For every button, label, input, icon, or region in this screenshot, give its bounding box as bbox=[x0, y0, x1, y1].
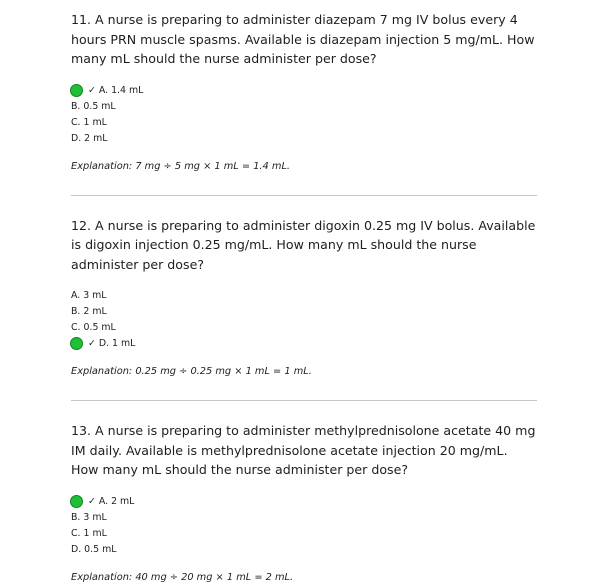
option-b[interactable] bbox=[71, 304, 537, 320]
divider bbox=[71, 195, 537, 196]
option-a[interactable] bbox=[71, 494, 537, 510]
correct-indicator-icon bbox=[70, 337, 83, 350]
question-11 bbox=[71, 10, 537, 175]
correct-indicator-icon bbox=[70, 495, 83, 508]
option-label: D. 1 mL bbox=[98, 338, 136, 349]
answer-options bbox=[71, 83, 537, 147]
option-d[interactable] bbox=[71, 131, 537, 147]
option-label: A. 2 mL bbox=[98, 495, 135, 507]
option-c[interactable] bbox=[71, 320, 537, 336]
checkmark-icon: ✓ bbox=[88, 495, 96, 507]
explanation: Explanation: 7 mg ÷ 5 mg × 1 mL = 1.4 mL. bbox=[71, 160, 291, 172]
explanation: Explanation: 0.25 mg ÷ 0.25 mg × 1 mL = 1 mL. bbox=[71, 366, 312, 377]
option-label: B. 3 mL bbox=[71, 511, 107, 523]
option-label: A. 3 mL bbox=[71, 290, 107, 301]
option-c[interactable] bbox=[71, 526, 537, 542]
checkmark-icon: ✓ bbox=[88, 338, 96, 349]
checkmark-icon: ✓ bbox=[88, 84, 96, 96]
question-text: 12. A nurse is preparing to administer digoxin 0.25 mg IV bolus. Available is digoxin injection 0.25 mg/mL. How many mL should the nurse administer per dose? bbox=[71, 217, 536, 272]
option-label: B. 2 mL bbox=[71, 306, 107, 317]
option-b[interactable] bbox=[71, 510, 537, 526]
option-label: C. 1 mL bbox=[71, 527, 107, 539]
option-label: D. 0.5 mL bbox=[71, 543, 117, 555]
answer-options bbox=[71, 288, 537, 352]
correct-indicator-icon bbox=[70, 84, 83, 97]
option-label: D. 2 mL bbox=[71, 132, 108, 144]
option-b[interactable] bbox=[71, 99, 537, 115]
question-text: 11. A nurse is preparing to administer diazepam 7 mg IV bolus every 4 hours PRN muscle spasms. Available is diazepam injection 5 mg/mL. How many mL should the nurse administer per dose? bbox=[71, 12, 535, 66]
option-c[interactable] bbox=[71, 115, 537, 131]
option-label: C. 1 mL bbox=[71, 116, 107, 128]
explanation: Explanation: 40 mg ÷ 20 mg × 1 mL = 2 mL. bbox=[71, 571, 294, 583]
option-label: A. 1.4 mL bbox=[98, 84, 144, 96]
option-a[interactable] bbox=[71, 288, 537, 304]
question-text: 13. A nurse is preparing to administer methylprednisolone acetate 40 mg IM daily. Available is methylprednisolone acetate injection 20 mg/mL. How many mL should the nurse administer per dose? bbox=[71, 423, 536, 477]
option-a[interactable] bbox=[71, 83, 537, 99]
option-label: B. 0.5 mL bbox=[71, 100, 116, 112]
option-label: C. 0.5 mL bbox=[71, 322, 116, 333]
option-d[interactable] bbox=[71, 336, 537, 352]
divider bbox=[71, 400, 537, 401]
answer-options bbox=[71, 494, 537, 558]
question-13 bbox=[71, 421, 537, 586]
option-d[interactable] bbox=[71, 542, 537, 558]
question-12 bbox=[71, 216, 537, 381]
